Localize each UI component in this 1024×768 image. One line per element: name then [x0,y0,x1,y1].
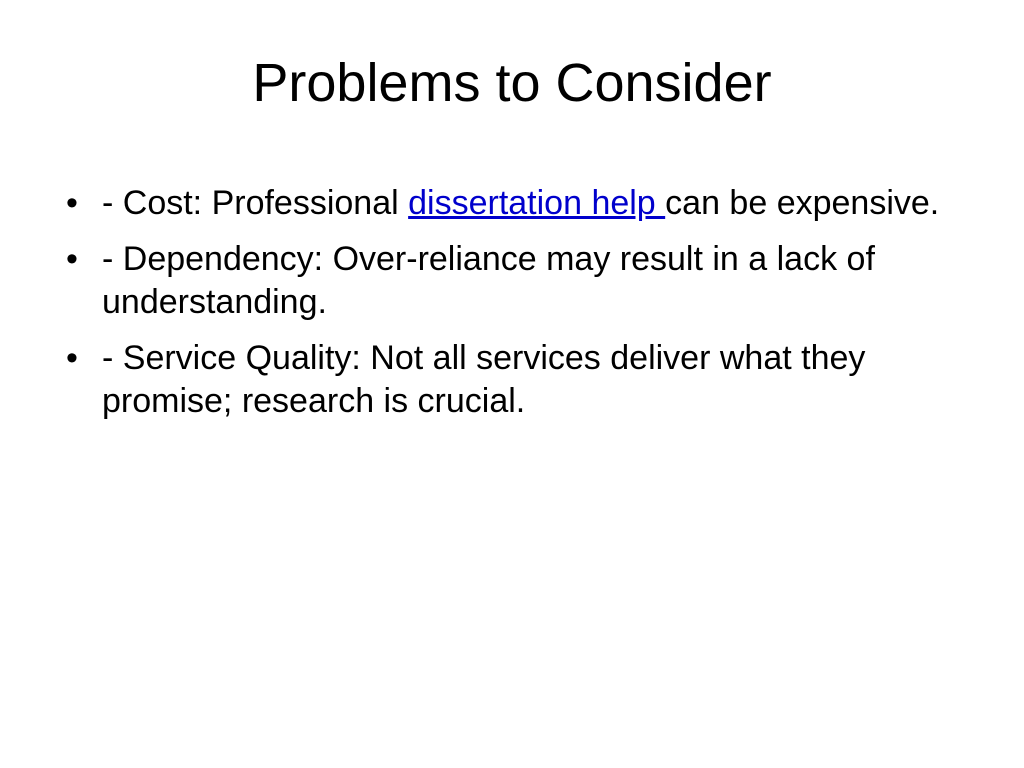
list-item [52,337,982,424]
list-item-text-before: - Dependency: Over-reliance may result in a lack of understanding. [102,239,875,322]
bullet-list [52,182,982,436]
page-title: Problems to Consider [252,53,772,113]
list-item [52,182,982,226]
list-item-text-before: - Cost: Professional [102,184,409,222]
list-item-text-before: - Service Quality: Not all services deliver what they promise; research is crucial. [102,338,866,421]
list-item [52,238,982,325]
bullet-icon: • [66,184,78,222]
list-item-text-after: can be expensive. [665,184,940,222]
dissertation-help-link[interactable]: dissertation help [408,184,666,222]
bullet-icon: • [66,239,78,278]
bullet-icon: • [66,338,78,377]
